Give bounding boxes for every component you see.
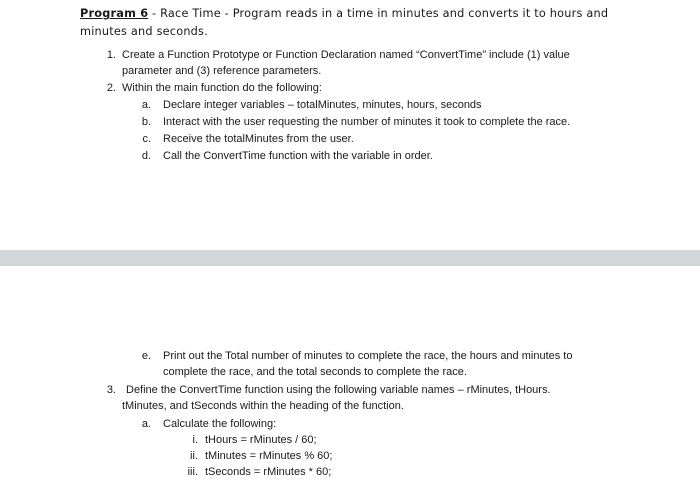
list-number: 1. [106, 49, 116, 61]
roman-numeral: ii. [190, 450, 198, 462]
program-label: Program 6 [80, 7, 149, 20]
list-item-text: Within the main function do the following: [122, 82, 322, 94]
document-page-bottom [0, 266, 700, 485]
page-break-divider [0, 250, 700, 266]
list-item-text: Define the ConvertTime function using the following variable names – rMinutes, tHours. tMinutes, and tSeconds within the heading of the function. [122, 384, 551, 412]
formula-text: tSeconds = rMinutes * 60; [205, 466, 332, 478]
list-item-text: Create a Function Prototype or Function Declaration named “ConvertTime” include (1) value parameter and (3) reference parameters. [122, 49, 570, 77]
sub-letter: d. [141, 150, 151, 162]
sub-item-text: Interact with the user requesting the number of minutes it took to complete the race. [163, 116, 571, 128]
sub-letter: e. [141, 350, 151, 362]
sub-letter: b. [141, 116, 151, 128]
sub-item-text: Print out the Total number of minutes to complete the race, the hours and minutes to complete the race, and the total seconds to complete the race. [163, 350, 573, 378]
sub-letter: a. [141, 418, 151, 430]
formula-text: tMinutes = rMinutes % 60; [205, 450, 333, 462]
sub-item-text: Receive the totalMinutes from the user. [163, 133, 354, 145]
list-number: 3. [106, 384, 116, 396]
sub-item-text: Declare integer variables – totalMinutes, minutes, hours, seconds [163, 99, 482, 111]
roman-numeral: i. [192, 434, 198, 446]
sub-item-text: Call the ConvertTime function with the variable in order. [163, 150, 433, 162]
sub-letter: a. [141, 99, 151, 111]
program-description: - Race Time - Program reads in a time in minutes and converts it to hours and minutes and seconds. [80, 7, 609, 38]
sub-item-text: Calculate the following: [163, 418, 277, 430]
formula-text: tHours = rMinutes / 60; [205, 434, 317, 446]
sub-letter: c. [142, 133, 151, 145]
roman-numeral: iii. [187, 466, 198, 478]
program-heading [80, 5, 640, 41]
list-number: 2. [106, 82, 116, 94]
